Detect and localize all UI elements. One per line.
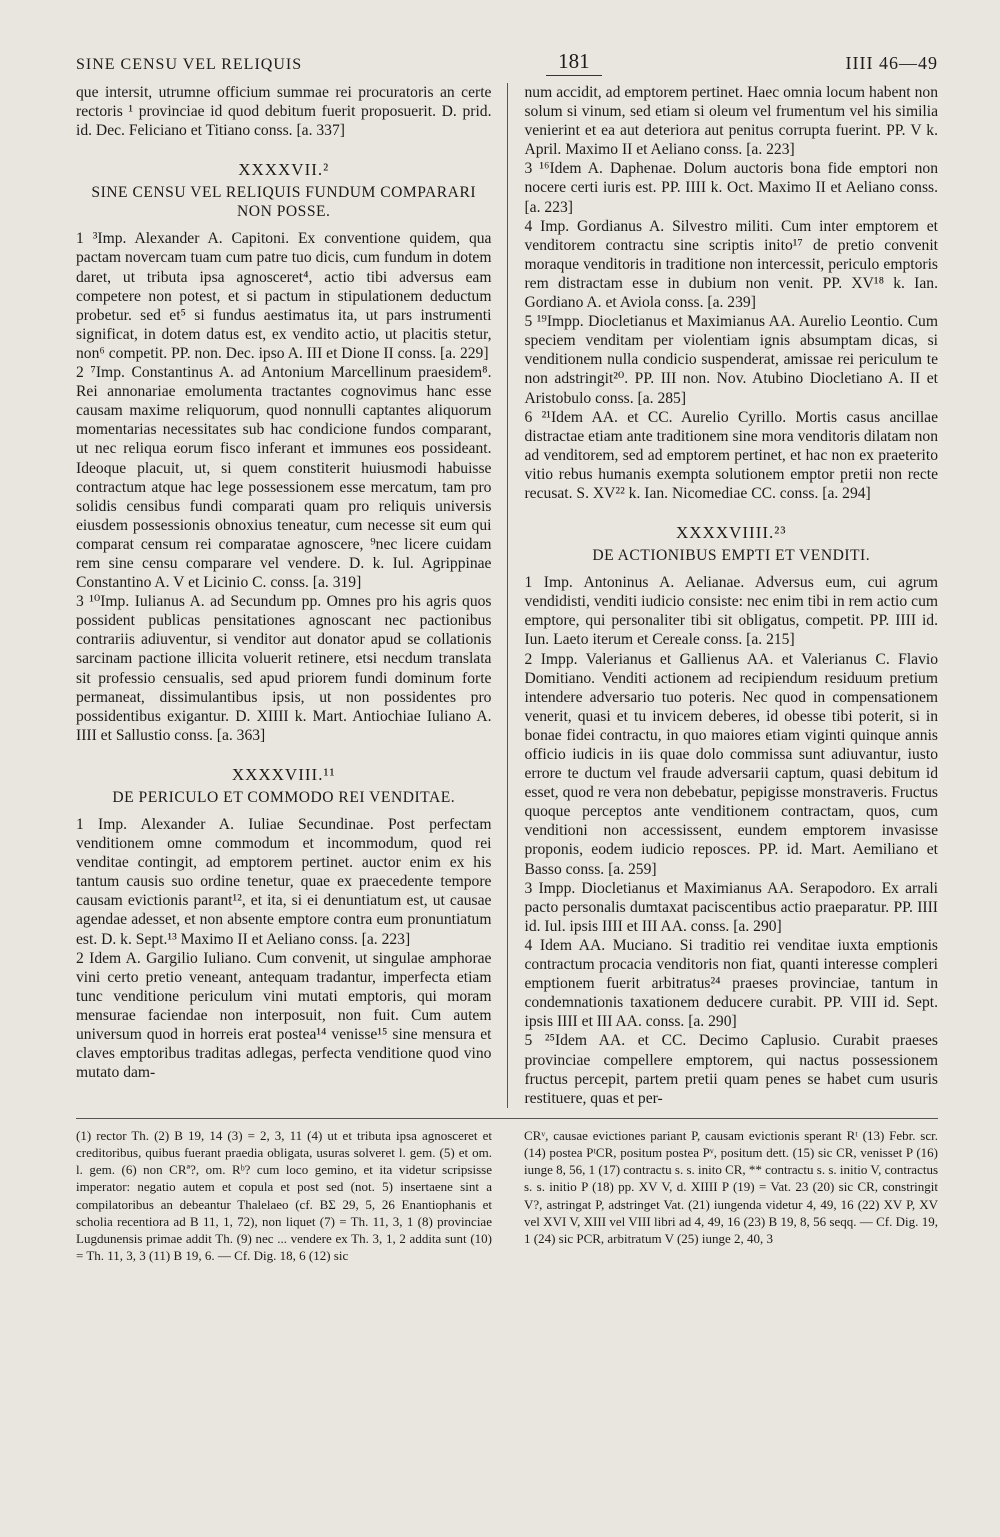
title-heading: DE PERICULO ET COMMODO REI VENDITAE. bbox=[112, 789, 456, 806]
paragraph: 1 ³Imp. Alexander A. Capitoni. Ex conventione quidem, qua pactam novercam tuam cum patre tuo dicis, cum fundum in dotem daret, ut tributa ipsa agnosceret⁴, actio tibi adversus eam competere non potest, et si pactum in stipulationem deductum probetur. sed et⁵ si fundus aestimatus ita, ut pars instrumenti significat, in dotem datus est, ex vendito actio, ut placitis stetur, non⁶ competit. PP. non. Dec. ipso A. III et Dione II conss. [a. 229] bbox=[76, 230, 492, 362]
footnotes bbox=[76, 1119, 938, 1265]
paragraph: 3 Impp. Diocletianus et Maximianus AA. Serapodoro. Ex arrali pacto personalis dumtaxat paciscentibus actio praeparatur. PP. IIII id. Iul. ipsis IIII et III AA. conss. [a. 290] bbox=[524, 879, 938, 935]
paragraph: 3 ¹⁰Imp. Iulianus A. ad Secundum pp. Omnes pro his agris quos possident publicas pensitationes agnoscant nec pactionibus contrariis adiuventur, si venditor aut donator apud se collationis sarcinam pactione illicita voluerit retinere, etsi necdum translata sit professio censualis, sed apud priorem fundi dominum forte permaneat, dissimulantibus ipsis, ut non possidentes pro possidentibus exigantur. D. XIIII k. Mart. Antiochiae Iuliano A. IIII et Sallustio conss. [a. 363] bbox=[76, 593, 492, 744]
title-number: XXXXVIIII.²³ bbox=[676, 523, 787, 543]
paragraph: 3 ¹⁶Idem A. Daphenae. Dolum auctoris bona fide emptori non nocere certi iuris est. PP. IIII k. Oct. Maximo II et Aeliano conss. [a. 223] bbox=[524, 160, 938, 216]
paragraph: 1 Imp. Alexander A. Iuliae Secundinae. Post perfectam venditionem omne commodum et incommodum, quod rei venditae contingit, ad emptorem pertinet. auctor enim ex his tantum causis suo ordine tenetur, quae ex praecedente tempore causam evictionis parant¹², et ita, si ei denuntiatum est, ut causae agendae adesset, et non absente emptore contra eum pronuntiatum est. D. k. Sept.¹³ Maximo II et Aeliano conss. [a. 223] bbox=[76, 816, 492, 948]
paragraph: 1 Imp. Antoninus A. Aelianae. Adversus eum, cui agrum vendidisti, venditi iudicio consiste: nec enim tibi in rem actio cum emptore, qui personaliter tibi sit obligatus, competit. PP. IIII id. Iun. Laeto iterum et Cereale conss. [a. 215] bbox=[524, 574, 938, 649]
footnotes-right: CRᵛ, causae evictiones pariant P, causam evictionis sperant Rᵗ (13) Febr. scr. (14) postea PᵗCR, positum postea Pᵛ, positum dett. (15) sic CR, venisset P (16) iunge 8, 56, 1 (17) contractu s. s. inito CR, ** contractu s. s. initio V, contractus s. s. initio P (18) pp. XV V, d. XIIII P (19) = Vat. 23 (20) sic CR, constringit V?, astringat P, adstringet Vat. (21) iungenda videtur 4, 49, 16 (22) XV P, XV vel XVI V, XIII vel VIII libri ad 4, 49, 16 (23) B 19, 8, 56 seqq. — Cf. Dig. 19, 1 (24) sic PCR, arbitratum V (25) iunge 2, 40, 3 bbox=[523, 1127, 939, 1246]
page-number: 181 bbox=[546, 49, 602, 76]
paragraph: 2 ⁷Imp. Constantinus A. ad Antonium Marcellinum praesidem⁸. Rei annonariae emolumenta tractantes cognovimus hanc esse causam maxime reliquorum, quod nonnulli captantes aliquorum momentarias necessitates sub hac condicione fundos comparant, ut nec reliqua eorum fisco inferant et immunes eos possideant. Ideoque placuit, ut, si quem constiterit huiusmodi habuisse contractum atque hac lege possessionem esse mercatum, tam pro solidis censibus fundi comparati quam pro reliquis universis eiusdem possessionis obnoxius teneatur, cum necesse sit eum qui comparat censum rei comparatae agnoscere, ⁹nec licere cuidam rem sine censu comparare vel vendere. D. k. Iul. Agrippinae Constantino A. V et Licinio C. conss. [a. 319] bbox=[76, 364, 492, 592]
right-column bbox=[507, 83, 938, 1108]
title-heading: DE ACTIONIBUS EMPTI ET VENDITI. bbox=[592, 547, 871, 565]
title-heading: SINE CENSU VEL RELIQUIS FUNDUM COMPARARI NON POSSE. bbox=[91, 184, 477, 221]
paragraph: 4 Imp. Gordianus A. Silvestro militi. Cum inter emptorem et venditorem contractu sine scriptis inito¹⁷ de pretio convenit moraque venditoris in traditione non intercessit, periculo emptoris rem distractam esse in dubium non venit. PP. XV¹⁸ k. Ian. Gordiano A. et Aviola conss. [a. 239] bbox=[524, 217, 938, 312]
running-header bbox=[76, 38, 938, 74]
paragraph: num accidit, ad emptorem pertinet. Haec omnia locum habent non solum si vinum, sed etiam si oleum vel frumentum vel his similia venierint et ea aut deteriora aut penitus corrupta fuerint. PP. V k. April. Maximo II et Aeliano conss. [a. 223] bbox=[524, 84, 938, 159]
paragraph: 2 Impp. Valerianus et Gallienus AA. et Valerianus C. Flavio Domitiano. Venditi actionem ad recipiendum residuum pretium intendere adversario tuo poteris. Nec quod in compensationem venerit, quasi et tu invicem deberes, id obesse tibi poterit, si in bonae fidei contractu, in quo maiores etiam viginti quinque annis officio iudicis in iis quae dolo commissa sunt adiuvantur, iusto errore te ductum vel fraude adversarii captum, quasi debitum id esset, quod re vera non debebatur, pepigisse monstraveris. Fructus quoque perceptos ante venditionem contractam, quos, cum venditioni non accessissent, eundem emptorem invasisse proponis, eodem iudicio reposces. PP. id. Mart. Aemiliano et Basso conss. [a. 259] bbox=[524, 650, 938, 878]
left-column bbox=[76, 83, 507, 1108]
paragraph: 6 ²¹Idem AA. et CC. Aurelio Cyrillo. Mortis casus ancillae distractae etiam ante traditionem sine mora venditoris dilatam non ad venditorem, sed ad emptorem pertinet, et hac non ex praeterito vitio rebus humanis exempta solutionem emptor pretii non recte recusat. S. XV²² k. Ian. Nicomediae CC. conss. [a. 294] bbox=[524, 408, 938, 502]
paragraph: 2 Idem A. Gargilio Iuliano. Cum convenit, ut singulae amphorae vini certo pretio veneant, antequam tradantur, imperfecta etiam tunc venditione periculum vini mutati emptoris, qui moram mensurae faciendae non interposuit, non fuit. Cum autem universum quod in horreis erat postea¹⁴ venisse¹⁵ sine mensura et claves emptoribus traditas adlegas, perfecta venditione quod vino mutato dam- bbox=[76, 949, 492, 1082]
running-title: SINE CENSU VEL RELIQUIS bbox=[76, 56, 303, 73]
section-range: IIII 46—49 bbox=[845, 53, 938, 73]
paragraph: 4 Idem AA. Muciano. Si traditio rei venditae iuxta emptionis contractum procacia venditoris non fiat, quanti interesse compleri emptionem fuerit arbitratus²⁴ praeses provinciae, tantum in condemnationis taxationem deducere curabit. PP. VIII id. Sept. ipsis IIII et III AA. conss. [a. 290] bbox=[524, 936, 938, 1031]
header-rule bbox=[76, 74, 938, 75]
paragraph: 5 ¹⁹Impp. Diocletianus et Maximianus AA. Aurelio Leontio. Cum speciem venditam per violentiam ignis absumptam dicas, si venditionem nulla condicio suspenderat, amissae rei periculum te non adstringit²⁰. PP. III non. Nov. Atubino Diocletiano A. II et Aristobulo conss. [a. 285] bbox=[524, 313, 938, 407]
footnotes-left: (1) rector Th. (2) B 19, 14 (3) = 2, 3, 11 (4) ut et tributa ipsa agnosceret et creditoribus, quibus fuerant praedia obligata, usuras solveret l. gem. (5) et om. l. gem. (6) non CRª?, om. Rᵇ? cum loco gemino, et ita videtur scripsisse imperator: negatio autem et copula et post sed (not. 5) insertaene sint a compilatoribus an debeantur Thalelaeo (cf. BΣ 29, 5, 26 Enantiophanis et scholia recentiora ad B 11, 1, 72), non liquet (7) = Th. 11, 3, 1 (8) provinciae Lugdunensis primae addit Th. (9) nec ... vendere ex Th. 3, 1, 2 addita sunt (10) = Th. 11, 3, 3 (11) B 19, 6. — Cf. Dig. 18, 6 (12) sic bbox=[76, 1127, 492, 1264]
title-number: XXXXVIII.¹¹ bbox=[231, 764, 336, 784]
paragraph: 5 ²⁵Idem AA. et CC. Decimo Caplusio. Curabit praeses provinciae compellere emptorem, qui nactus possessionem fructus percepit, partem pretii quam penes se habet cum usuris restituere, quas et per- bbox=[524, 1032, 938, 1107]
body-columns bbox=[76, 83, 938, 1108]
title-number: XXXXVII.² bbox=[238, 160, 330, 180]
paragraph: que intersit, utrumne officium summae rei procuratoris an certe rectoris ¹ provinciae id quod debitum fuerit proposuerit. D. prid. id. Dec. Feliciano et Titiano conss. [a. 337] bbox=[76, 84, 492, 140]
